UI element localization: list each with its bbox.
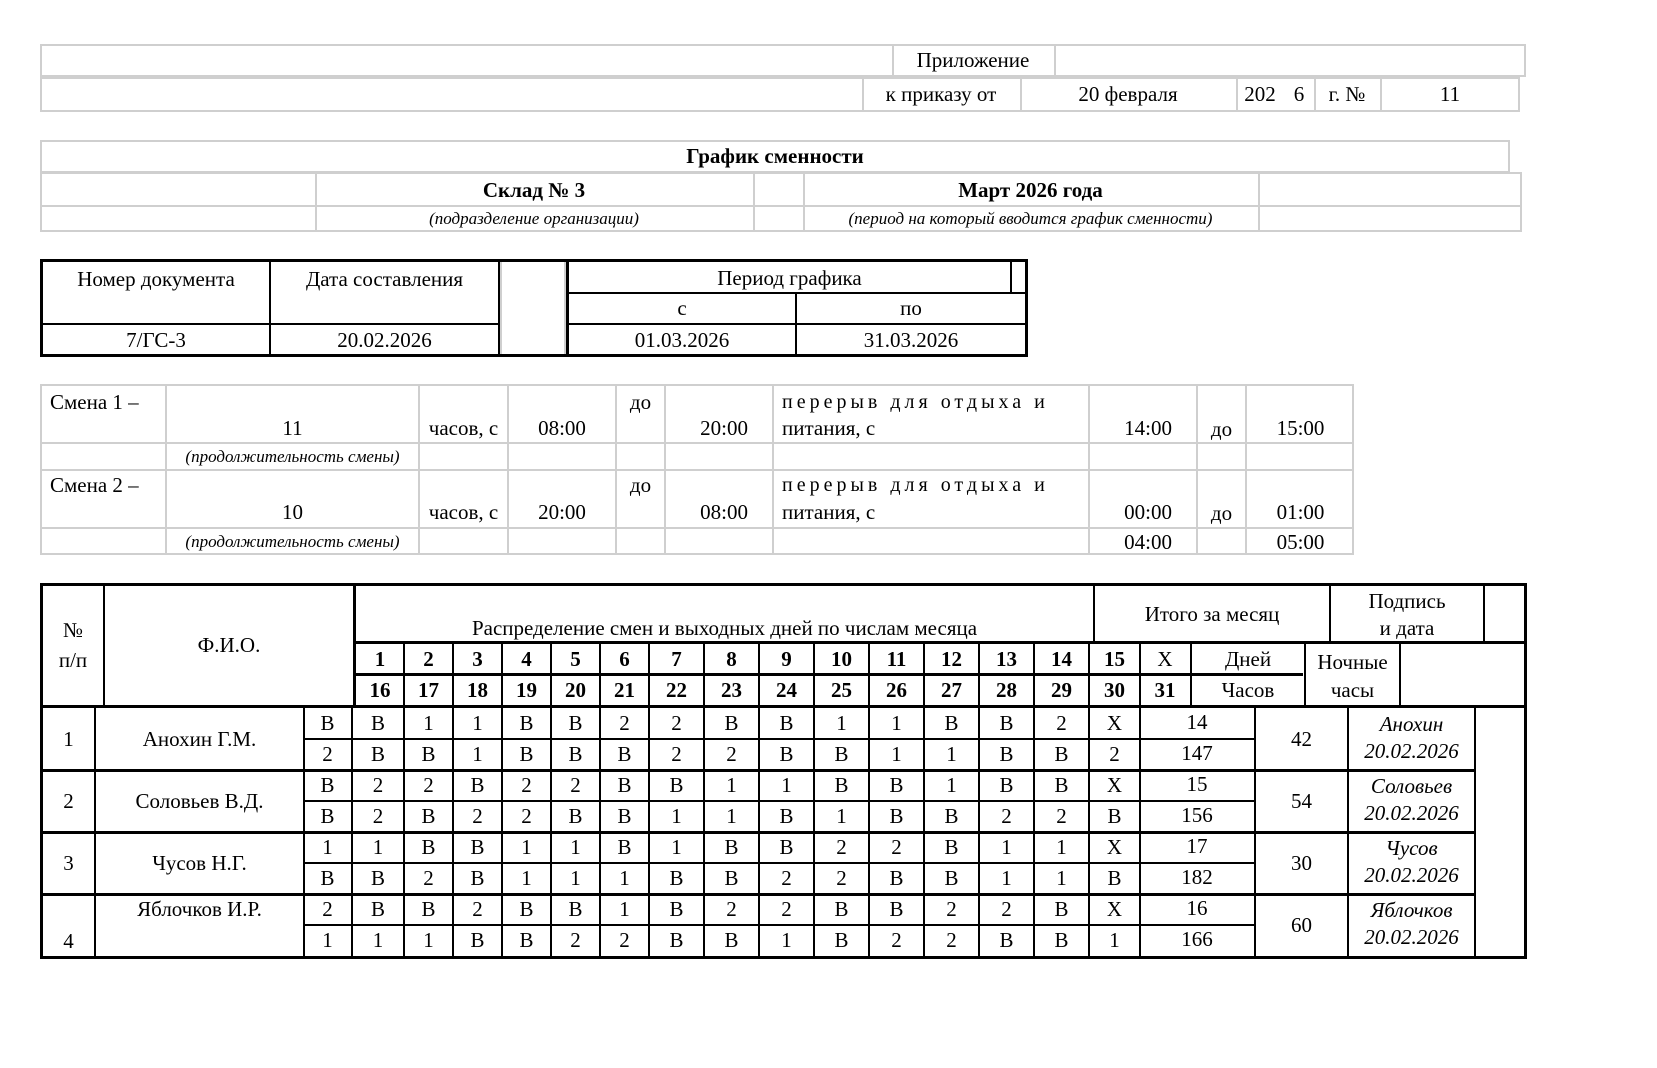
- day-number: 20: [565, 678, 586, 702]
- shift-1-break-to-label: до: [1210, 416, 1233, 441]
- shift-code: В: [320, 711, 335, 735]
- shift-code: 2: [726, 897, 737, 921]
- day-number: 14: [1051, 646, 1072, 671]
- shift-code: В: [834, 928, 849, 952]
- shift-code: 2: [946, 897, 957, 921]
- shift-2-break2-start: 04:00: [1124, 529, 1172, 554]
- shift-1-break-label-1: перерыв для отдыха и: [782, 390, 1049, 413]
- shift-1-start: 08:00: [538, 415, 586, 440]
- signature-header: Подпись: [1368, 588, 1446, 613]
- shift-code: 1: [472, 711, 483, 735]
- shift-code: В: [724, 866, 739, 890]
- shift-2-break-label-2: питания, с: [782, 499, 876, 524]
- shift-code: В: [999, 928, 1014, 952]
- total-hours: 156: [1181, 802, 1213, 827]
- shift-code: 1: [570, 835, 581, 859]
- signature-name: Анохин: [1379, 711, 1444, 736]
- shift-code: В: [779, 835, 794, 859]
- shift-code: В: [944, 711, 959, 735]
- shift-code: 2: [781, 897, 792, 921]
- day-number: 2: [423, 646, 434, 671]
- night-hours: 42: [1291, 726, 1312, 751]
- grid-line: [1483, 583, 1485, 643]
- day-number: 30: [1104, 678, 1125, 702]
- shift-code: 2: [423, 773, 434, 797]
- shift-code: В: [889, 804, 904, 828]
- doc-date-header: Дата составления: [305, 266, 464, 291]
- shift-code: 2: [619, 711, 630, 735]
- shift-2-break-end: 01:00: [1276, 499, 1325, 524]
- shift-code: В: [779, 742, 794, 766]
- shift-code: 2: [836, 866, 847, 890]
- day-number: 19: [516, 678, 537, 702]
- shift-code: В: [568, 897, 583, 921]
- shift-code: 1: [671, 804, 682, 828]
- department-caption: (подразделение организации): [429, 209, 639, 228]
- total-days: 15: [1186, 771, 1208, 796]
- divider: [1054, 44, 1056, 77]
- shift-code: 1: [1056, 835, 1067, 859]
- total-hours: 147: [1181, 740, 1213, 765]
- shift-code: В: [779, 804, 794, 828]
- shift-code: В: [421, 742, 436, 766]
- day-number: 25: [831, 678, 852, 702]
- night-hours: 54: [1291, 788, 1312, 813]
- total-hours: 182: [1181, 864, 1213, 889]
- night-hours: 60: [1291, 912, 1312, 937]
- shift-code: 2: [472, 804, 483, 828]
- shift-code: 1: [726, 804, 737, 828]
- shift-code: 1: [781, 773, 792, 797]
- shift-2-duration: 10: [282, 499, 303, 524]
- shift-code: 1: [891, 742, 902, 766]
- shift-code: В: [519, 928, 534, 952]
- shift-code: 1: [619, 897, 630, 921]
- shift-code: 2: [521, 804, 532, 828]
- total-days: 16: [1186, 895, 1208, 920]
- doc-date: 20.02.2026: [337, 327, 432, 352]
- num-header-2: п/п: [58, 647, 88, 672]
- day-number: 9: [781, 646, 792, 671]
- shift-code: В: [724, 928, 739, 952]
- row-number: 1: [63, 726, 74, 751]
- totals-header: Итого за месяц: [1144, 601, 1280, 626]
- shift-code: 2: [891, 835, 902, 859]
- shift-2-start: 20:00: [538, 499, 586, 524]
- shift-code: В: [669, 897, 684, 921]
- shift-code: 2: [322, 742, 333, 766]
- shift-code: В: [999, 773, 1014, 797]
- shift-2-caption: (продолжительность смены): [185, 532, 400, 551]
- shift-code: 2: [891, 928, 902, 952]
- shift-code: 2: [1056, 804, 1067, 828]
- shift-code: 1: [423, 711, 434, 735]
- to-header: по: [900, 296, 922, 320]
- shift-code: В: [519, 742, 534, 766]
- day-number: 1: [374, 646, 386, 671]
- name-header: Ф.И.О.: [197, 632, 261, 657]
- shift-2-break-label-1: перерыв для отдыха и: [782, 473, 1049, 496]
- shift-code: 1: [1056, 866, 1067, 890]
- shift-code: В: [889, 897, 904, 921]
- day-number: 21: [614, 678, 635, 702]
- day-number: 23: [721, 678, 742, 702]
- shift-code: 1: [521, 866, 532, 890]
- page-title: График сменности: [686, 144, 864, 168]
- signature-date: 20.02.2026: [1364, 738, 1459, 763]
- border: [1025, 259, 1028, 357]
- shift-code: В: [320, 866, 335, 890]
- shift-1-label: Смена 1 –: [50, 389, 139, 414]
- hours-label: Часов: [1221, 678, 1275, 702]
- shift-code: В: [568, 804, 583, 828]
- shift-code: 2: [726, 742, 737, 766]
- signature-date: 20.02.2026: [1364, 862, 1459, 887]
- shift-code: В: [999, 742, 1014, 766]
- distribution-header: Распределение смен и выходных дней по числам месяца: [471, 615, 978, 640]
- shift-code: 1: [671, 835, 682, 859]
- total-hours: 166: [1181, 926, 1213, 951]
- shift-code: 1: [1001, 866, 1012, 890]
- shift-code: В: [944, 804, 959, 828]
- day-number: 22: [666, 678, 687, 702]
- shift-1-end: 20:00: [700, 415, 748, 440]
- night-hours: 30: [1291, 850, 1312, 875]
- row-number: 3: [63, 850, 74, 875]
- shift-code: X: [1106, 897, 1123, 921]
- day-number: 13: [996, 646, 1017, 671]
- shift-code: 2: [836, 835, 847, 859]
- shift-code: В: [669, 928, 684, 952]
- divider: [1258, 172, 1260, 232]
- shift-code: 2: [946, 928, 957, 952]
- shift-code: 1: [472, 742, 483, 766]
- doc-number-header: Номер документа: [77, 266, 235, 291]
- shift-code: В: [669, 773, 684, 797]
- signature-date: 20.02.2026: [1364, 800, 1459, 825]
- shift-code: 1: [781, 928, 792, 952]
- night-label-2: часы: [1330, 677, 1375, 702]
- blank-gap: [500, 262, 566, 354]
- shift-code: В: [999, 711, 1014, 735]
- shift-2-label: Смена 2 –: [50, 472, 139, 497]
- shift-code: 1: [1001, 835, 1012, 859]
- grid-line: [1399, 644, 1401, 705]
- shift-1-hours-label: часов, с: [428, 415, 499, 440]
- shift-code: В: [834, 742, 849, 766]
- divider: [418, 384, 420, 555]
- department-row: [40, 172, 1522, 232]
- shift-code: 2: [570, 928, 581, 952]
- shift-1-to-label: до: [629, 389, 652, 414]
- shift-code: В: [834, 773, 849, 797]
- period: Март 2026 года: [958, 177, 1103, 202]
- shift-code: 1: [570, 866, 581, 890]
- department: Склад № 3: [482, 177, 586, 202]
- x-label: X: [1157, 646, 1173, 671]
- day-number: 6: [619, 646, 630, 671]
- shift-code: 2: [671, 711, 682, 735]
- shift-code: 1: [836, 804, 847, 828]
- shift-2-break-to-label: до: [1210, 500, 1233, 525]
- table-border: [1524, 583, 1527, 959]
- shift-2-break-start: 00:00: [1124, 499, 1172, 524]
- shift-code: В: [470, 773, 485, 797]
- shift-code: 2: [671, 742, 682, 766]
- employee-name: Яблочков И.Р.: [137, 896, 262, 921]
- shift-code: 1: [423, 928, 434, 952]
- shift-code: В: [370, 866, 385, 890]
- shift-code: В: [1107, 866, 1122, 890]
- shift-code: В: [370, 742, 385, 766]
- shift-code: 1: [726, 773, 737, 797]
- shift-code: 2: [372, 804, 384, 828]
- shift-code: 2: [1056, 711, 1067, 735]
- shift-code: В: [470, 835, 485, 859]
- day-number: 28: [996, 678, 1017, 702]
- row-number: 2: [63, 788, 74, 813]
- shift-1-caption: (продолжительность смены): [185, 447, 400, 466]
- shift-1-break-end: 15:00: [1276, 415, 1325, 440]
- total-days: 17: [1186, 833, 1208, 858]
- divider: [1196, 384, 1198, 555]
- shift-code: В: [320, 773, 335, 797]
- border: [1010, 259, 1012, 293]
- shift-code: В: [1054, 928, 1069, 952]
- shift-code: 2: [1001, 897, 1012, 921]
- shift-code: В: [889, 773, 904, 797]
- day-number: 8: [726, 646, 737, 671]
- shift-code: В: [370, 897, 385, 921]
- shift-code: В: [617, 742, 632, 766]
- shift-code: В: [421, 897, 436, 921]
- day-number: 31: [1154, 678, 1176, 702]
- signature-name: Чусов: [1385, 835, 1438, 860]
- divider: [664, 384, 666, 555]
- shift-code: В: [370, 711, 385, 735]
- shift-code: В: [320, 804, 335, 828]
- day-number: 17: [418, 678, 439, 702]
- night-label: Ночные: [1317, 649, 1388, 674]
- shift-code: В: [724, 835, 739, 859]
- day-number: 3: [472, 646, 483, 671]
- table-border: [40, 956, 1527, 959]
- year-suffix: 6: [1293, 82, 1305, 106]
- shift-code: 2: [1109, 742, 1120, 766]
- day-number: 5: [570, 646, 581, 671]
- total-days: 14: [1186, 709, 1208, 734]
- appendix-label: Приложение: [916, 48, 1030, 72]
- day-number: 15: [1104, 646, 1125, 671]
- shift-code: В: [779, 711, 794, 735]
- employee-name: Соловьев В.Д.: [135, 788, 264, 813]
- shift-code: В: [834, 897, 849, 921]
- shift-code: 1: [946, 742, 957, 766]
- shift-code: В: [470, 866, 485, 890]
- shift-code: 1: [322, 928, 333, 952]
- day-number: 16: [369, 678, 391, 702]
- shift-code: В: [617, 773, 632, 797]
- shift-code: X: [1106, 711, 1123, 735]
- divider: [40, 205, 1522, 207]
- shift-code: 1: [1109, 928, 1120, 952]
- divider: [753, 172, 755, 232]
- shift-code: В: [470, 928, 485, 952]
- shift-code: В: [617, 804, 632, 828]
- shift-code: 2: [372, 773, 384, 797]
- shift-2-hours-label: часов, с: [428, 499, 499, 524]
- shift-code: 2: [322, 897, 333, 921]
- table-border: [40, 583, 1527, 586]
- row-number: 4: [63, 928, 74, 953]
- day-number: 27: [941, 678, 962, 702]
- shift-code: В: [568, 711, 583, 735]
- order-date: 20 февраля: [1078, 82, 1178, 106]
- shift-code: 1: [521, 835, 532, 859]
- shift-code: В: [1054, 742, 1069, 766]
- period-from: 01.03.2026: [634, 327, 730, 352]
- period-to: 31.03.2026: [863, 327, 959, 352]
- doc-number: 7/ГС-3: [126, 327, 186, 352]
- shift-code: 2: [619, 928, 630, 952]
- shift-code: 1: [946, 773, 957, 797]
- employee-name: Чусов Н.Г.: [152, 850, 247, 875]
- divider: [507, 384, 509, 555]
- appendix-row: [40, 44, 1526, 77]
- from-header: с: [677, 296, 687, 320]
- day-number: 18: [467, 678, 488, 702]
- signature-header-2: и дата: [1379, 615, 1435, 640]
- number-label: г. №: [1328, 82, 1366, 106]
- shift-code: В: [1107, 804, 1122, 828]
- shift-code: 2: [521, 773, 532, 797]
- day-number: 24: [776, 678, 797, 702]
- order-label: к приказу от: [885, 82, 997, 106]
- year-prefix: 202: [1244, 82, 1276, 106]
- shift-code: 1: [619, 866, 630, 890]
- divider: [772, 384, 774, 555]
- shift-code: 1: [372, 928, 384, 952]
- shift-code: 1: [891, 711, 902, 735]
- shift-code: В: [669, 866, 684, 890]
- shift-2-end: 08:00: [700, 499, 748, 524]
- period-header: Период графика: [717, 265, 862, 290]
- day-number: 7: [671, 646, 682, 671]
- period-caption: (период на который вводится график сменности): [848, 209, 1213, 228]
- day-number: 29: [1051, 678, 1072, 702]
- signature-date: 20.02.2026: [1364, 924, 1459, 949]
- shift-code: В: [617, 835, 632, 859]
- num-header: №: [62, 617, 84, 642]
- shift-code: В: [944, 835, 959, 859]
- shift-code: В: [724, 711, 739, 735]
- day-number: 26: [886, 678, 907, 702]
- days-label: Дней: [1224, 646, 1272, 671]
- shift-code: В: [944, 866, 959, 890]
- shift-code: 2: [1001, 804, 1012, 828]
- shift-1-break-start: 14:00: [1124, 415, 1172, 440]
- shift-code: 1: [322, 835, 333, 859]
- shift-1-break-label-2: питания, с: [782, 415, 876, 440]
- employee-name: Анохин Г.М.: [142, 726, 257, 751]
- shift-code: 2: [423, 866, 434, 890]
- day-number: 11: [886, 646, 907, 671]
- shift-1-duration: 11: [282, 415, 303, 440]
- shift-code: В: [421, 835, 436, 859]
- shift-code: X: [1106, 835, 1123, 859]
- shift-code: В: [421, 804, 436, 828]
- signature-name: Яблочков: [1370, 897, 1453, 922]
- shift-code: В: [519, 711, 534, 735]
- day-number: 4: [521, 646, 532, 671]
- shift-2-to-label: до: [629, 472, 652, 497]
- shift-code: 2: [472, 897, 483, 921]
- shift-code: В: [1054, 897, 1069, 921]
- shift-code: В: [568, 742, 583, 766]
- shift-code: В: [1054, 773, 1069, 797]
- shift-code: В: [889, 866, 904, 890]
- day-number: 12: [941, 646, 962, 671]
- shift-code: 1: [836, 711, 847, 735]
- signature-name: Соловьев: [1370, 773, 1453, 798]
- shift-code: В: [519, 897, 534, 921]
- shift-code: 2: [570, 773, 581, 797]
- shift-code: 1: [372, 835, 384, 859]
- order-number: 11: [1439, 82, 1461, 106]
- day-number: 10: [831, 646, 852, 671]
- shift-code: X: [1106, 773, 1123, 797]
- shift-code: 2: [781, 866, 792, 890]
- shift-2-break2-end: 05:00: [1276, 529, 1325, 554]
